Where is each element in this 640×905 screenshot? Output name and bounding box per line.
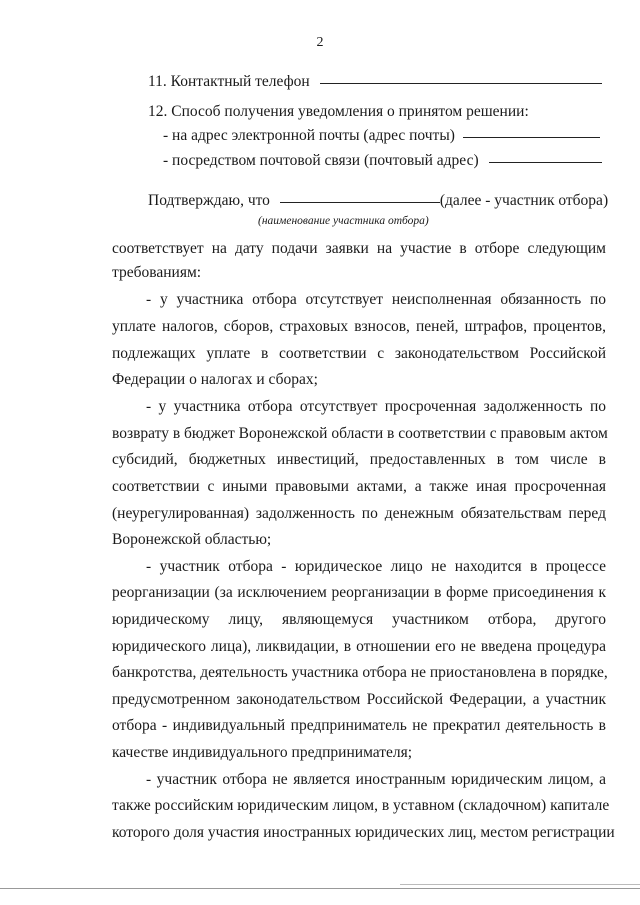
body-line: реорганизации (за исключением реорганизации в форме присоединения к [112, 584, 606, 601]
post-line [163, 152, 602, 170]
body-line: банкротства, деятельность участника отбора не приостановлена в порядке, [112, 664, 608, 681]
body-line: соответствует на дату подачи заявки на участие в отборе следующим [112, 240, 606, 257]
body-line: уплате налогов, сборов, страховых взносов, пеней, штрафов, процентов, [112, 318, 606, 335]
body-line: которого доля участия иностранных юридических лиц, местом регистрации [112, 824, 615, 841]
participant-name-caption: (наименование участника отбора) [258, 215, 429, 227]
page-number: 2 [316, 35, 324, 50]
body-line: качестве индивидуального предпринимателя; [112, 744, 413, 761]
body-line: (неурегулированная) задолженность по денежным обязательствам перед [112, 505, 606, 522]
email-label: - на адрес электронной почты (адрес почты) [163, 127, 455, 144]
body-line: - участник отбора не является иностранным юридическим лицом, а [146, 771, 606, 788]
body-line: - у участника отбора отсутствует просроченная задолженность по [146, 398, 606, 415]
body-line: юридического лица), ликвидации, в отношении его не введена процедура [112, 638, 606, 655]
body-line: отбора - индивидуальный предприниматель не прекратил деятельность в [112, 717, 606, 734]
post-blank [489, 161, 602, 163]
body-line: юридическому лицу, являющемуся участником отбора, другого [112, 611, 606, 628]
body-line: Воронежской областью; [112, 531, 272, 548]
confirm-suffix: (далее - участник отбора) [439, 192, 609, 209]
contact-phone-blank [320, 82, 602, 84]
body-line: предусмотренном законодательством Российской Федерации, а участник [112, 691, 606, 708]
body-line: возврату в бюджет Воронежской области в соответствии с правовым актом [112, 425, 608, 442]
contact-phone-label: 11. Контактный телефон [148, 73, 310, 90]
body-line: соответствии с иными правовыми актами, а также иная просроченная [112, 478, 606, 495]
confirm-prefix: Подтверждаю, что [148, 192, 270, 209]
notification-method-label: 12. Способ получения уведомления о принятом решении: [148, 103, 529, 120]
contact-phone-line [148, 73, 602, 91]
email-line [163, 127, 600, 145]
scan-edge-line [400, 884, 640, 885]
body-line: - у участника отбора отсутствует неисполненная обязанность по [146, 291, 606, 308]
participant-name-blank [280, 201, 440, 203]
body-line: субсидий, бюджетных инвестиций, предоставленных в том числе в [112, 451, 606, 468]
body-line: требованиям: [112, 264, 202, 281]
scan-edge-line [0, 888, 640, 889]
body-line: Федерации о налогах и сборах; [112, 371, 318, 388]
body-line: подлежащих уплате в соответствии с законодательством Российской [112, 345, 606, 362]
body-line: - участник отбора - юридическое лицо не находится в процессе [146, 558, 606, 575]
confirm-line [148, 192, 608, 210]
email-blank [463, 136, 600, 138]
body-line: также российским юридическим лицом, в уставном (складочном) капитале [112, 797, 610, 814]
post-label: - посредством почтовой связи (почтовый адрес) [163, 152, 479, 169]
